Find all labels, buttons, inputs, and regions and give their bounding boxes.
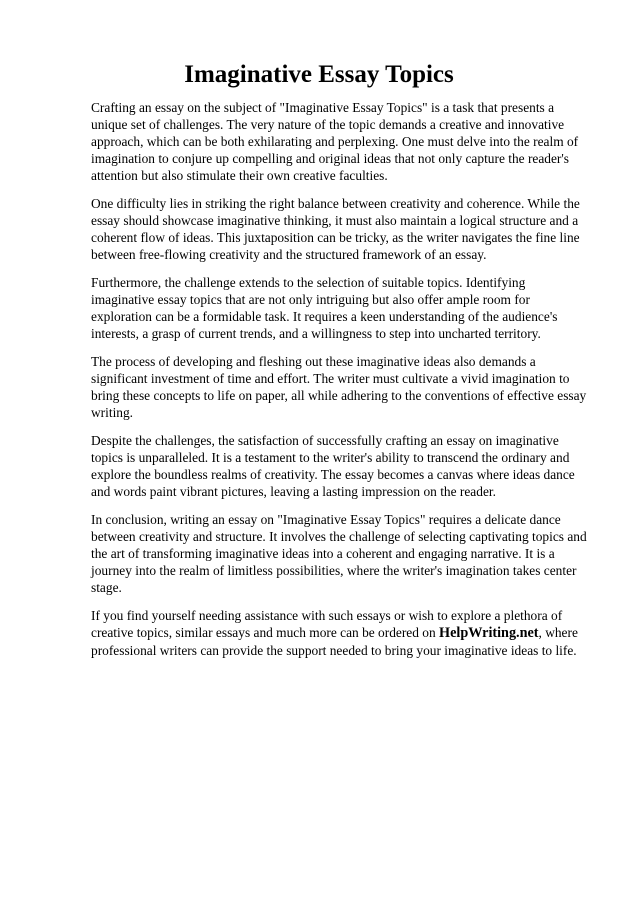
paragraph-4: The process of developing and fleshing out these imaginative ideas also demands a significant investment of time and effort. The writer must cultivate a vivid imagination to bring these concepts to life on paper, all while adhering to the conventions of effective essay writing.	[91, 354, 587, 421]
paragraph-6: In conclusion, writing an essay on "Imaginative Essay Topics" requires a delicate dance between creativity and structure. It involves the challenge of selecting captivating topics and the art of transforming imaginative ideas into a coherent and engaging narrative. It is a journey into the realm of limitless possibilities, where the writer's imagination takes center stage.	[91, 511, 587, 596]
paragraph-5: Despite the challenges, the satisfaction of successfully crafting an essay on imaginative topics is unparalleled. It is a testament to the writer's ability to transcend the ordinary and explore the boundless realms of creativity. The essay becomes a canvas where ideas dance and words paint vibrant pictures, leaving a lasting impression on the reader.	[91, 432, 575, 500]
closing-paragraph	[91, 607, 591, 659]
page-title: Imaginative Essay Topics	[184, 61, 454, 88]
paragraph-2: One difficulty lies in striking the right balance between creativity and coherence. While the essay should showcase imaginative thinking, it must also maintain a logical structure and a coherent flow of ideas. This juxtaposition can be tricky, as the writer navigates the fine line between free-flowing creativity and the structured framework of an essay.	[91, 196, 580, 263]
paragraph-3: Furthermore, the challenge extends to the selection of suitable topics. Identifying imaginative essay topics that are not only intriguing but also offer ample room for exploration can be a formidable task. It requires a keen understanding of the audience's interests, a grasp of current trends, and a willingness to step into uncharted territory.	[91, 275, 558, 342]
closing-text-end: , where professional writers can provide the support needed to bring your imaginative ideas to life.	[91, 625, 578, 659]
helpwriting-link[interactable]: HelpWriting.net	[439, 625, 539, 642]
closing-text-start: If you find yourself needing assistance with such essays or wish to explore a plethora of creative topics, similar essays and much more can be ordered on	[91, 608, 563, 641]
paragraph-1: Crafting an essay on the subject of "Imaginative Essay Topics" is a task that presents a unique set of challenges. The very nature of the topic demands a creative and innovative approach, which can be both exhilarating and perplexing. One must delve into the realm of imagination to conjure up compelling and original ideas that not only capture the reader's attention but also stimulate their own creative faculties.	[91, 100, 579, 184]
document-body	[91, 99, 591, 670]
